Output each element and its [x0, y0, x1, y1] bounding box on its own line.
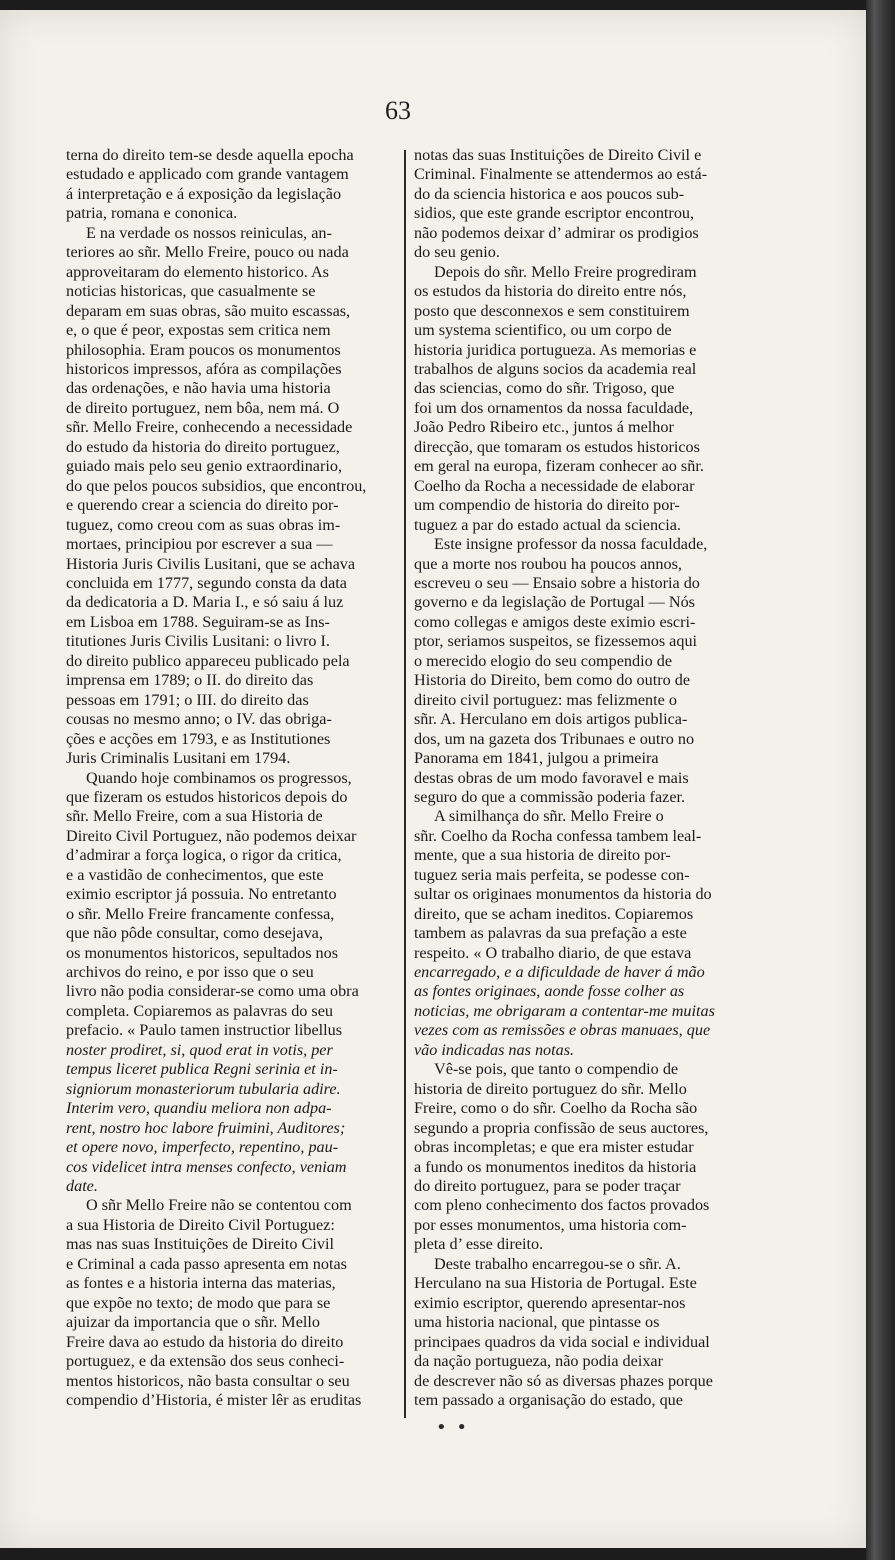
text-line: Este insigne professor da nossa faculdade, [434, 535, 708, 554]
text-line: d’admirar a força logica, o rigor da critica, [66, 846, 342, 865]
text-line: tuguez seria mais perfeita, se podesse con- [414, 865, 690, 884]
text-line: O sñr Mello Freire não se contentou com [86, 1196, 352, 1215]
text-line: ajuizar da importancia que o sñr. Mello [66, 1313, 320, 1332]
text-line: guiado mais pelo seu genio extraordinario, [66, 457, 343, 476]
text-line: Historia do Direito, bem como do outro de [414, 671, 691, 690]
text-line: Herculano na sua Historia de Portugal. Este [414, 1274, 697, 1293]
text-line: archivos do reino, e por isso que o seu [66, 963, 314, 982]
text-line: como collegas e amigos deste eximio escri- [414, 612, 696, 631]
text-line: Depois do sñr. Mello Freire progrediram [434, 262, 697, 281]
text-line: Quando hoje combinamos os progressos, [86, 768, 352, 787]
text-line: completa. Copiaremos as palavras do seu [66, 1001, 334, 1020]
text-line: cousas no mesmo anno; o IV. das obriga- [66, 710, 332, 729]
text-line: tuguez a par do estado actual da sciencia. [414, 515, 681, 534]
text-line: notas das suas Instituições de Direito Civil e [414, 146, 702, 164]
text-line: mente, que a sua historia de direito por- [414, 846, 671, 865]
text-line: respeito. « O trabalho diario, de que estava [414, 943, 692, 962]
text-line: ptor, seriamos suspeitos, se fizessemos aqui [414, 632, 698, 651]
text-line: Direito Civil Portuguez, não podemos deixar [66, 826, 357, 845]
text-line: direito, que se acham ineditos. Copiaremos [414, 904, 694, 923]
text-line: pleta d’ esse direito. [414, 1235, 544, 1254]
text-line: prefacio. « Paulo tamen instructior libellus [66, 1021, 343, 1040]
text-line: deparam em suas obras, são muito escassas, [66, 301, 351, 320]
text-line: e, o que é peor, expostas sem critica nem [66, 321, 331, 340]
text-line: dos, um na gazeta dos Tribunaes e outro no [414, 729, 695, 748]
text-line: livro não podia considerar-se como uma obra [66, 982, 359, 1001]
text-line: historia de direito portuguez do sñr. Mello [414, 1079, 687, 1098]
text-line: compendio d’Historia, é mister lêr as eruditas [66, 1391, 362, 1409]
text-line: segundo a propria confissão de seus auctores, [414, 1118, 709, 1137]
text-line: titutiones Juris Civilis Lusitani: o livro I. [66, 632, 330, 651]
text-line: Historia Juris Civilis Lusitani, que se achava [66, 554, 356, 573]
text-line: et opere novo, imperfecto, repentino, pau- [66, 1138, 339, 1157]
text-line: encarregado, e a dificuldade de haver á mão [414, 963, 705, 982]
right-text-column [414, 146, 742, 1410]
text-line: e querendo crear a sciencia do direito por- [66, 496, 339, 515]
text-line: teriores ao sñr. Mello Freire, pouco ou nada [66, 243, 349, 262]
text-line: o merecido elogio do seu compendio de [414, 651, 673, 670]
text-line: noticias, me obrigaram a contentar-me muitas [414, 1001, 715, 1020]
text-line: mas nas suas Instituições de Direito Civil [66, 1235, 334, 1254]
text-line: a fundo os monumentos ineditos da historia [414, 1157, 697, 1176]
text-line: Coelho da Rocha a necessidade de elaborar [414, 476, 695, 495]
text-line: eximio escriptor, querendo apresentar-nos [414, 1293, 686, 1312]
text-line: destas obras de um modo favoravel e mais [414, 768, 689, 787]
text-line: obras incompletas; e que era mister estudar [414, 1138, 694, 1157]
text-line: direcção, que tomaram os estudos historicos [414, 437, 700, 456]
text-line: do direito portuguez, para se poder traçar [414, 1177, 681, 1196]
text-line: tempus liceret publica Regni serinia et in- [66, 1060, 338, 1079]
text-line: vão indicadas nas notas. [414, 1040, 575, 1059]
text-line: imprensa em 1789; o II. do direito das [66, 671, 314, 690]
text-line: as fontes e a historia interna das materias, [66, 1274, 336, 1293]
text-line: ções e acções em 1793, e as Institutiones [66, 729, 331, 748]
text-line: eximio escriptor já possuia. No entretanto [66, 885, 337, 904]
text-line: date. [66, 1177, 98, 1196]
text-line: patria, romana e cononica. [66, 204, 238, 223]
text-line: uma historia nacional, que pintasse os [414, 1313, 660, 1332]
text-line: tem passado a organisação do estado, que [414, 1391, 683, 1409]
text-line: direito civil portuguez: mas felizmente o [414, 690, 677, 709]
text-line: do direito publico appareceu publicado pela [66, 651, 350, 670]
text-line: das ordenações, e não havia uma historia [66, 379, 331, 398]
text-line: do da sciencia historica e aos poucos sub- [414, 184, 685, 203]
text-line: mentos historicos, não basta consultar o seu [66, 1371, 350, 1390]
text-line: Deste trabalho encarregou-se o sñr. A. [434, 1254, 681, 1273]
text-line: um compendio de historia do direito por- [414, 496, 680, 515]
text-line: o sñr. Mello Freire francamente confessa, [66, 904, 335, 923]
text-line: João Pedro Ribeiro etc., juntos á melhor [414, 418, 674, 437]
text-line: foi um dos ornamentos da nossa faculdade, [414, 398, 694, 417]
text-line: historicos impressos, afóra as compilações [66, 359, 342, 378]
text-line: sidios, que este grande escriptor encontrou, [414, 204, 695, 223]
text-line: de descrever não só as diversas phazes porque [414, 1371, 713, 1390]
text-line: não podemos deixar d’ admirar os prodigios [414, 223, 699, 242]
text-line: das sciencias, como do sñr. Trigoso, que [414, 379, 675, 398]
text-line: os monumentos historicos, sepultados nos [66, 943, 339, 962]
text-line: tuguez, como creou com as suas obras im- [66, 515, 341, 534]
text-line: philosophia. Eram poucos os monumentos [66, 340, 341, 359]
text-line: A similhança do sñr. Mello Freire o [434, 807, 664, 826]
text-line: sñr. Coelho da Rocha confessa tambem leal- [414, 826, 702, 845]
text-line: do seu genio. [414, 243, 500, 262]
text-line: terna do direito tem-se desde aquella epocha [66, 146, 354, 164]
text-line: pessoas em 1791; o III. do direito das [66, 690, 309, 709]
text-line: com pleno conhecimento dos factos provados [414, 1196, 710, 1215]
book-page [0, 10, 866, 1548]
page-edge [866, 0, 895, 1560]
text-line: um systema scientifico, ou um corpo de [414, 321, 672, 340]
text-line: os estudos da historia do direito entre nós, [414, 282, 687, 301]
text-line: da dedicatoria a D. Maria I., e só saiu á luz [66, 593, 344, 612]
text-line: Panorama em 1841, julgou a primeira [414, 749, 659, 768]
text-line: tambem as palavras da sua prefação a este [414, 924, 687, 943]
text-line: Freire dava ao estudo da historia do direito [66, 1332, 344, 1351]
text-line: á interpretação e á exposição da legislação [66, 184, 342, 203]
text-line: E na verdade os nossos reiniculas, an- [86, 223, 332, 242]
text-line: approveitaram do elemento historico. As [66, 262, 329, 281]
text-line: sñr. Mello Freire, conhecendo a necessidade [66, 418, 353, 437]
text-line: trabalhos de alguns socios da academia real [414, 359, 697, 378]
left-text-column [66, 146, 400, 1410]
text-line: a sua Historia de Direito Civil Portuguez: [66, 1215, 335, 1234]
text-line: em Lisboa em 1788. Seguiram-se as Ins- [66, 612, 330, 631]
text-line: escreveu o seu — Ensaio sobre a historia do [414, 573, 700, 592]
text-line: em geral na europa, fizeram conhecer ao sñr. [414, 457, 704, 476]
text-line: do estudo da historia do direito portuguez, [66, 437, 340, 456]
text-line: da nação portugueza, não podia deixar [414, 1352, 663, 1371]
text-line: de direito portuguez, nem bôa, nem má. O [66, 398, 340, 417]
text-line: Juris Criminalis Lusitani em 1794. [66, 749, 291, 768]
text-line: principaes quadros da vida social e individual [414, 1332, 710, 1351]
footer-mark: • • [436, 1417, 469, 1438]
text-line: signiorum monasteriorum tubularia adire. [66, 1079, 341, 1098]
text-line: rent, nostro hoc labore fruimini, Auditores; [66, 1118, 346, 1137]
text-line: por esses monumentos, uma historia com- [414, 1215, 687, 1234]
text-line: mortaes, principiou por escrever a sua — [66, 535, 333, 554]
text-line: e a vastidão de conhecimentos, que este [66, 865, 324, 884]
text-line: do que pelos poucos subsidios, que encontrou, [66, 476, 367, 495]
text-line: governo e da legislação de Portugal — Nós [414, 593, 695, 612]
text-line: e Criminal a cada passo apresenta em notas [66, 1254, 347, 1273]
text-line: historia juridica portugueza. As memorias e [414, 340, 697, 359]
text-line: seguro do que a commissão poderia fazer. [414, 787, 686, 806]
text-line: noster prodiret, si, quod erat in votis, per [66, 1040, 333, 1059]
text-line: sñr. A. Herculano em dois artigos publica- [414, 710, 688, 729]
text-line: que a morte nos roubou ha poucos annos, [414, 554, 682, 573]
text-line: portuguez, e da extensão dos seus conheci- [66, 1352, 345, 1371]
text-line: as fontes originaes, aonde fosse colher as [414, 982, 685, 1001]
text-line: vezes com as remissões e obras manuaes, que [414, 1021, 711, 1040]
text-line: estudado e applicado com grande vantagem [66, 165, 349, 184]
text-line: que não pôde consultar, como desejava, [66, 924, 323, 943]
text-line: concluida em 1777, segundo consta da data [66, 573, 347, 592]
text-line: sñr. Mello Freire, com a sua Historia de [66, 807, 323, 826]
text-line: Criminal. Finalmente se attendermos ao está- [414, 165, 708, 184]
text-line: Vê-se pois, que tanto o compendio de [434, 1060, 679, 1079]
text-line: Interim vero, quandiu meliora non adpa- [66, 1099, 332, 1118]
text-line: posto que desconnexos e sem constituirem [414, 301, 690, 320]
column-divider [404, 150, 406, 1418]
text-line: cos videlicet intra menses confecto, veniam [66, 1157, 347, 1176]
text-line: noticias historicas, que casualmente se [66, 282, 316, 301]
text-line: que expõe no texto; de modo que para se [66, 1293, 331, 1312]
page-number: 63 [385, 96, 411, 125]
text-line: que fizeram os estudos historicos depois do [66, 787, 348, 806]
text-line: Freire, como o do sñr. Coelho da Rocha são [414, 1099, 698, 1118]
text-line: sultar os originaes monumentos da historia do [414, 885, 712, 904]
